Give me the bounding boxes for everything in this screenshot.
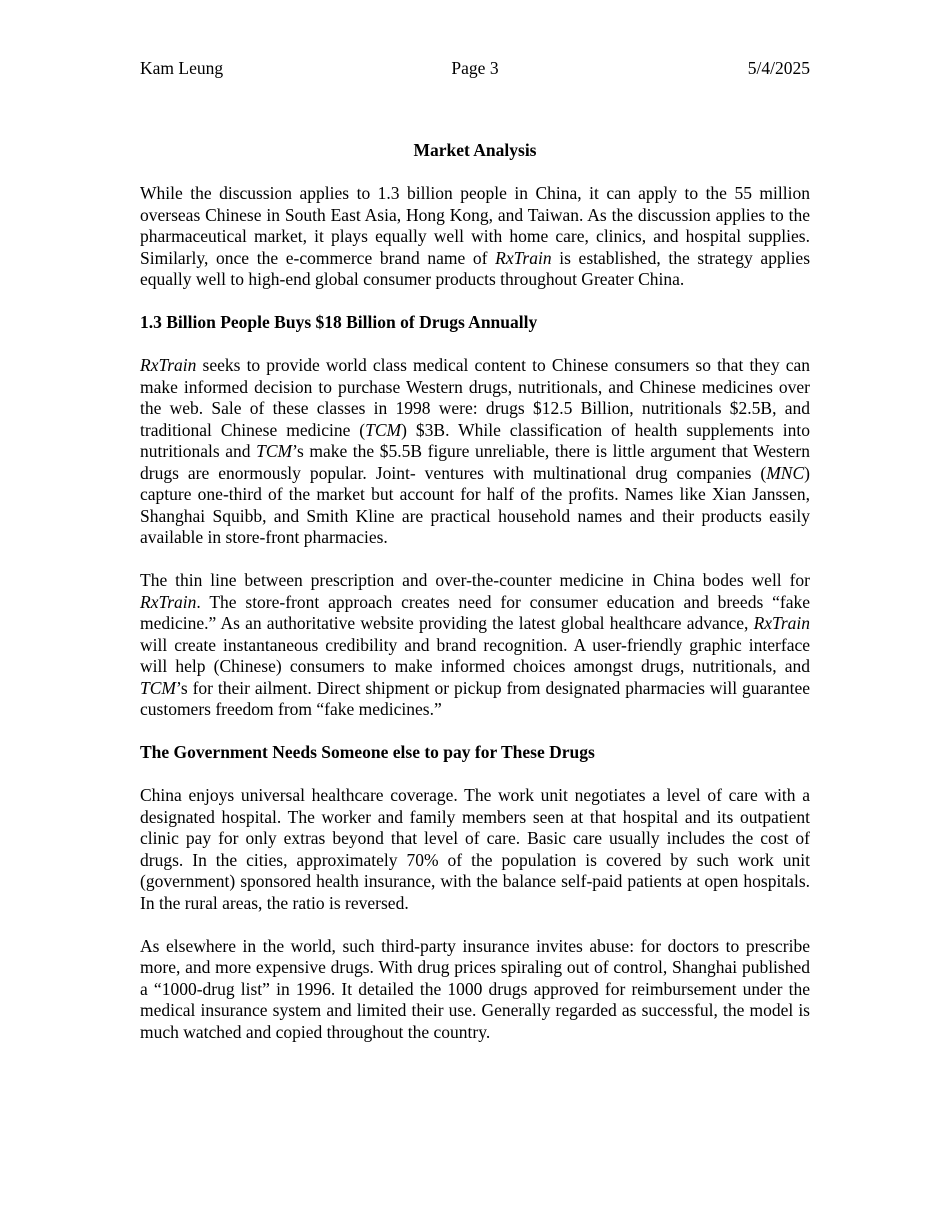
spacer [140,162,810,184]
text-run: The thin line between prescription and over-the-counter medicine in China bodes well for [140,570,810,590]
document-title: Market Analysis [413,140,537,160]
abbreviation: MNC [766,462,805,483]
intro-paragraph [140,183,810,291]
brand-name: RxTrain [140,591,197,612]
text-run: seeks to provide world class medical content to Chinese consumers so that they can make informed decision to purchase Western drugs, nutritionals, and Chinese medicines over the web. Sale of these classes in 1998 were: drugs $12.5 Billion, nutritionals $2.5B, and traditional Chinese medicine ( [140,355,810,440]
text-run: While the discussion applies to 1.3 billion people in China, it can apply to the 55 million overseas Chinese in South East Asia, Hong Kong, and Taiwan. As the discussion applies to the pharmaceutical market, it plays equally well with home care, clinics, and hospital supplies. Similarly, once the e-commerce brand name of [140,183,810,268]
abbreviation: TCM [365,419,402,440]
page-header [140,56,810,80]
government-paragraph-2: As elsewhere in the world, such third-party insurance invites abuse: for doctors to prescribe more, and more expensive drugs. With drug prices spiraling out of control, Shanghai published a “1000-drug list” in 1996. It detailed the 1000 drugs approved for reimbursement under the medical insurance system and limited their use. Generally regarded as successful, the model is much watched and copied throughout the country. [140,935,810,1042]
spacer [140,914,810,936]
text-run: ’s for their ailment. Direct shipment or pickup from designated pharmacies will guarantee customers freedom from “fake medicines.” [140,677,810,719]
brand-name: RxTrain [140,355,197,375]
header-date: 5/4/2025 [747,58,810,78]
spacer [140,721,810,743]
brand-name: RxTrain [753,613,810,633]
drugs-paragraph-1 [140,355,810,549]
text-run: is established, the strategy applies equally well to high-end global consumer products throughout Greater China. [140,247,811,289]
section-heading-drugs: 1.3 Billion People Buys $18 Billion of Drugs Annually [140,312,538,332]
spacer [140,291,810,313]
drugs-paragraph-2 [140,570,810,721]
abbreviation: TCM [256,441,293,461]
text-run: ) capture one-third of the market but account for half of the profits. Names like Xian Janssen, Shanghai Squibb, and Smith Kline are practical household names and their products easily available in store-front pharmacies. [140,462,810,547]
brand-name: RxTrain [495,247,552,268]
header-author: Kam Leung [140,58,224,78]
spacer [140,549,810,571]
government-paragraph-1: China enjoys universal healthcare coverage. The work unit negotiates a level of care with a designated hospital. The worker and family members seen at that hospital and its outpatient clinic pay for only extras beyond that level of care. Basic care usually includes the cost of drugs. In the cities, approximately 70% of the population is covered by such work unit (government) sponsored health insurance, with the balance self-paid patients at open hospitals. In the rural areas, the ratio is reversed. [140,785,810,913]
section-heading-government: The Government Needs Someone else to pay for These Drugs [140,742,595,762]
spacer [140,764,810,786]
spacer [140,334,810,356]
abbreviation: TCM [140,677,176,698]
text-run: will create instantaneous credibility and brand recognition. A user-friendly graphic interface will help (Chinese) consumers to make informed choices amongst drugs, nutritionals, and [140,634,810,676]
text-run: ’s make the $5.5B figure unreliable, there is little argument that Western drugs are enormously popular. Joint- ventures with multinational drug companies ( [140,441,811,483]
text-run: . The store-front approach creates need for consumer education and breeds “fake medicine.” As an authoritative website providing the latest global healthcare advance, [140,591,810,633]
text-run: ) $3B. While classification of health supplements into nutritionals and [140,419,810,461]
header-page-number: Page 3 [451,58,499,78]
document-page [140,56,810,1043]
